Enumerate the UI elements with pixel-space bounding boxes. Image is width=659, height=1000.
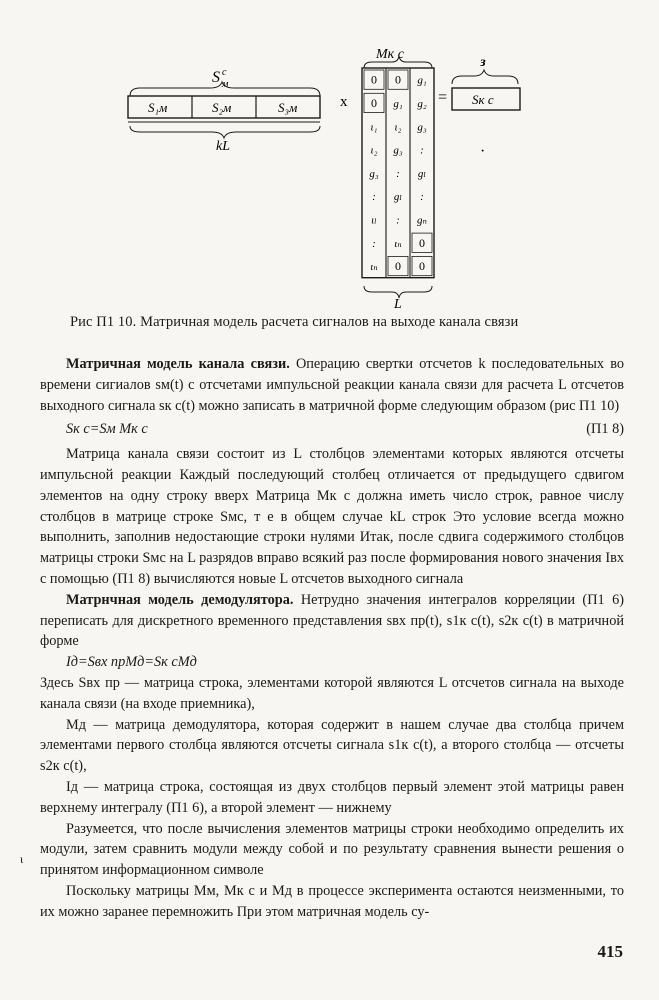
matrix-brace-label: L (394, 297, 402, 312)
matrix-cell: 0 (395, 259, 401, 274)
row-cell-3: S₃м (278, 100, 298, 115)
matrix-cell: : (372, 237, 376, 250)
matrix-cell: gₗ (393, 191, 403, 204)
result-brace (452, 70, 518, 84)
equals-sign: = (438, 89, 448, 106)
matrix-cell: g₃ (417, 121, 427, 134)
matrix-cell: 0 (419, 259, 425, 274)
row-label-sub: м (222, 79, 229, 90)
margin-mark: ι (20, 852, 24, 866)
matrix-cell: gₗ (417, 167, 427, 180)
matrix-cell: : (396, 214, 400, 227)
matrix-cell: g₂ (417, 97, 427, 110)
matrix-cell: g₁ (417, 74, 427, 87)
figure-caption: Рис П1 10. Матричная модель расчета сигналов на выходе канала связи (70, 314, 519, 330)
matrix-cell: ι₂ (370, 144, 378, 157)
matrix-cell: : (420, 144, 424, 157)
figure-matrix-model (0, 0, 659, 320)
matrix-cell: ιₙ (394, 237, 402, 250)
page-number: 415 (597, 942, 623, 961)
paragraph-6: Iд — матрица строка, состоящая из двух столбцов первый элемент этой матрицы равен верхнему интегралу (П1 6), а второй элемент — нижнему (40, 778, 624, 816)
matrix-label: Mк с (376, 47, 404, 62)
matrix-cell: g₁ (393, 97, 403, 110)
equation-2: Iд=Sвх прMд=Sк сMд (66, 654, 197, 671)
figure-svg (0, 0, 659, 320)
matrix-cell: : (420, 191, 424, 204)
matrix-cell: ι₂ (394, 121, 402, 134)
row-label-top: S (212, 69, 220, 86)
times-sign: x (340, 94, 348, 110)
paragraph-channel-model (40, 354, 624, 416)
matrix-grid (362, 68, 434, 278)
matrix-cell: 0 (371, 95, 377, 110)
matrix-cell: g₃ (393, 144, 403, 157)
paragraph-2: Матрица канала связи состоит из L столбцов элементами которых являются отсчеты импульсной реакции Каждый последующий столбец отличается от предыдущего сдвигом элементов на одну строку вверх Матрица Mк с должна иметь число строк, равное числу столбцов в матрице строке Sмc, т е в общем случае kL строк Это условие всегда можно выполнить, заполнив недостающие строки нулями Итак, после сдвига содержимого столбцов матрицы строки Sмc на L разрядов вправо всякий раз после формирования нового значения Iвх с помощью (П1 8) вычисляются новые L отсчетов выходного сигнала (40, 446, 624, 587)
matrix-cell: : (372, 191, 376, 204)
result-label: ɜ (480, 55, 486, 70)
paragraph-5: Mд — матрица демодулятора, которая содержит в нашем случае два столбца причем элементами первого столбца являются отсчеты сигнала s1к с(t), а второго столбца — отсчеты s2к с(t), (40, 716, 624, 775)
paragraph-4: Здесь Sвх пр — матрица строка, элементами которой являются L отсчетов сигнала на выходе канала связи (на входе приемника), (40, 674, 624, 712)
equation-1-number: (П1 8) (586, 421, 624, 438)
row-cell-2: S₂м (212, 100, 232, 115)
paragraph-3-text: Нетрудно значения интегралов корреляции (П1 6) переписать для дискретного временного представления sвх пр(t), s1к с(t), s2к с(t) в матричной форме (40, 591, 624, 650)
row-bottom-brace (130, 126, 320, 138)
row-cell-1: S₁м (148, 100, 168, 115)
matrix-cell: : (396, 167, 400, 180)
equation-1: Sк с=Sм Mк с (66, 421, 148, 438)
equation-p1-8 (40, 419, 624, 440)
matrix-cell: 0 (419, 235, 425, 250)
matrix-cell: 0 (395, 72, 401, 87)
paragraph-demodulator (40, 590, 624, 652)
paragraph-7: Разумеется, что после вычисления элементов матрицы строки необходимо определить их модули, затем сравнить модули между собой и по результату сравнения вынести решения о принятом информационном символе (40, 820, 624, 879)
heading-channel-model: Матричная модель канала связи. (66, 356, 290, 372)
paragraph-8: Поскольку матрицы Mм, Mк с и Mд в процессе эксперимента остаются неизменными, то их можно заранее перемножить При этом матричная модель су- (40, 882, 624, 920)
matrix-cell: ιₗ (371, 214, 377, 227)
matrix-cell: 0 (371, 72, 377, 87)
matrix-cell: gₙ (417, 214, 427, 227)
matrix-cell: ι₁ (370, 121, 378, 134)
result-dot: · (480, 143, 486, 160)
result-cell: Sк с (472, 92, 494, 107)
body-text (40, 354, 624, 923)
matrix-cell: ιₙ (370, 261, 378, 274)
row-label-sup: c (222, 67, 227, 78)
row-brace-label: kL (216, 139, 230, 154)
heading-demodulator: Матрнчная модель демодулятора. (66, 591, 294, 608)
matrix-cell: g₃ (369, 167, 379, 180)
paragraph-1-text: Операцию свертки отсчетов k последовательных во времени сигиалов sм(t) с отсчетами импульсной реакции канала связи для расчета L отсчетов выходного сигнала sк с(t) можно записать в матричной форме следующим образом (рис П1 10) (40, 356, 625, 414)
